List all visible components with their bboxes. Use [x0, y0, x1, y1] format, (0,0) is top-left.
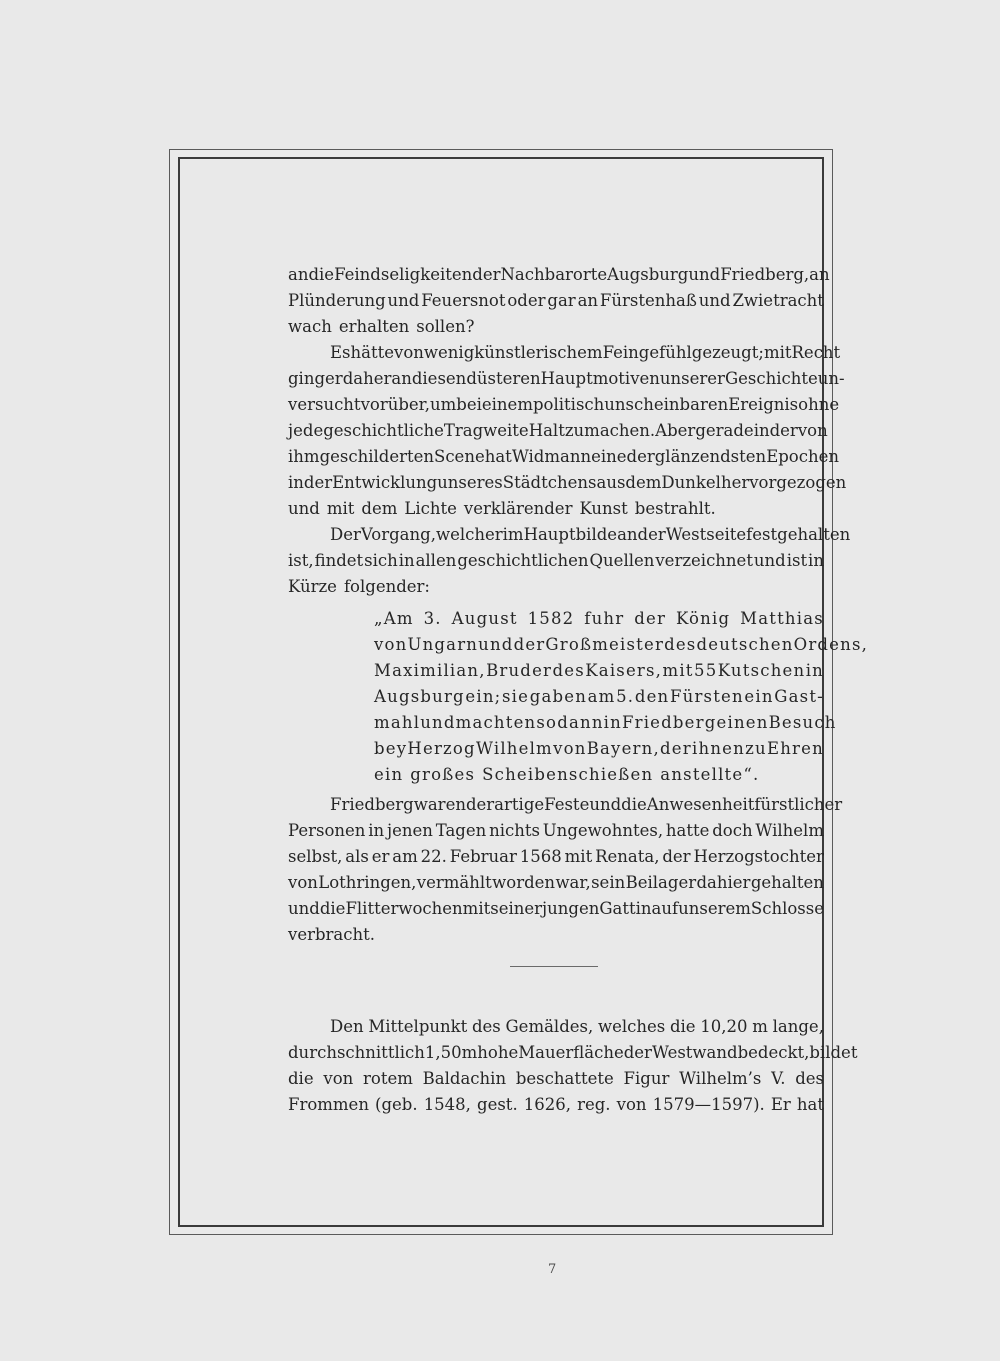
word: sodann	[536, 713, 604, 732]
word: Bruder	[486, 661, 553, 680]
text-line	[288, 896, 824, 922]
word: Dunkel	[661, 473, 721, 492]
word: gezeugt;	[691, 343, 764, 362]
word: die	[288, 1069, 314, 1088]
word: der	[472, 265, 501, 284]
word: Friedberg	[330, 795, 414, 814]
word: als	[345, 847, 369, 866]
word: gehalten	[750, 873, 824, 892]
text-line	[288, 1014, 824, 1040]
word: Kutschen	[717, 661, 806, 680]
word: ohne	[798, 395, 840, 414]
text-line	[288, 1092, 824, 1118]
word: Gemäldes,	[505, 1017, 594, 1036]
word: Scene	[434, 447, 485, 466]
word: jungen	[542, 899, 600, 918]
paragraph-4	[288, 792, 843, 948]
quote-line	[288, 606, 824, 632]
word: Kaisers,	[585, 661, 663, 680]
word: an	[577, 291, 599, 310]
word: den	[634, 687, 670, 706]
word: von	[323, 1069, 354, 1088]
word: aus	[596, 473, 626, 492]
word: anstellte“.	[660, 765, 760, 784]
word: Kürze	[288, 577, 337, 596]
word: Fürsten	[669, 687, 744, 706]
word: von	[797, 421, 828, 440]
word: jede	[288, 421, 324, 440]
word: Ungewohntes,	[542, 821, 664, 840]
word: m	[461, 1043, 478, 1062]
word: Wilhelm	[475, 739, 553, 758]
text-line	[288, 870, 824, 896]
word: von	[374, 635, 408, 654]
word: und	[478, 635, 514, 654]
paragraph-2	[288, 340, 847, 522]
word: Kunst	[579, 499, 628, 518]
word: daher	[342, 369, 392, 388]
word: Friedberg,	[720, 265, 810, 284]
text-line	[288, 844, 824, 870]
word: des	[552, 661, 585, 680]
word: einen	[716, 713, 769, 732]
text-line	[288, 1040, 858, 1066]
word: Westseite	[665, 525, 747, 544]
word: geschichtlichen	[457, 551, 589, 570]
word: Plünderung	[288, 291, 386, 310]
word: bei	[456, 395, 482, 414]
word: deutschen	[696, 635, 794, 654]
word: seiner	[490, 899, 543, 918]
word: der	[637, 525, 666, 544]
word: Wilhelm’s	[679, 1069, 762, 1088]
word: oder	[507, 291, 546, 310]
word: 1,50	[424, 1043, 462, 1062]
word: Februar	[449, 847, 517, 866]
text-line	[288, 522, 851, 548]
text-line	[288, 574, 824, 600]
paragraph-1	[288, 262, 830, 340]
word: Zwietracht	[732, 291, 824, 310]
word: sollen?	[416, 317, 475, 336]
word: der	[626, 447, 655, 466]
word: die	[308, 265, 335, 284]
word: welches	[597, 1017, 666, 1036]
word: von	[553, 739, 587, 758]
word: war,	[555, 873, 591, 892]
word: diesen	[411, 369, 467, 388]
word: in	[603, 713, 622, 732]
word: zu	[564, 421, 585, 440]
word: mit	[462, 899, 491, 918]
word: mahl	[374, 713, 421, 732]
word: gar	[547, 291, 576, 310]
word: ging	[288, 369, 326, 388]
word: Ehren	[766, 739, 824, 758]
word: verbracht.	[288, 925, 376, 944]
word: der	[662, 847, 691, 866]
word: 22.	[420, 847, 447, 866]
word: von	[616, 1095, 647, 1114]
word: m	[752, 1017, 768, 1036]
word: mit	[564, 847, 593, 866]
word: jenen	[387, 821, 433, 840]
word: hätte	[350, 343, 395, 362]
word: Bayern,	[586, 739, 660, 758]
word: die	[319, 899, 346, 918]
section-separator-rule	[510, 966, 598, 967]
word: ist,	[288, 551, 314, 570]
word: dem	[361, 499, 398, 518]
word: findet	[314, 551, 364, 570]
word: beschattete	[515, 1069, 614, 1088]
word: und	[387, 291, 420, 310]
word: in	[368, 821, 385, 840]
word: Figur	[623, 1069, 670, 1088]
word: hatte	[665, 821, 710, 840]
word: waren	[413, 795, 466, 814]
word: wenig	[423, 343, 475, 362]
text-line	[288, 366, 845, 392]
word: Städtchens	[502, 473, 597, 492]
word: Westwand	[651, 1043, 738, 1062]
word: geschichtliche	[323, 421, 444, 440]
word: dem	[625, 473, 662, 492]
word: Gast-	[774, 687, 824, 706]
word: am	[392, 847, 418, 866]
word: düsteren	[466, 369, 541, 388]
word: 1626,	[523, 1095, 572, 1114]
word: ist	[786, 551, 808, 570]
word: Lichte	[404, 499, 457, 518]
word: hat	[484, 447, 512, 466]
paragraph-5	[288, 1014, 858, 1118]
word: von	[288, 873, 318, 892]
word: Feuersnot	[421, 291, 506, 310]
word: Maximilian,	[374, 661, 486, 680]
word: Augsburg	[607, 265, 689, 284]
word: von	[394, 343, 424, 362]
word: großes	[410, 765, 476, 784]
text-line	[288, 1066, 824, 1092]
word: unserem	[678, 899, 751, 918]
text-line	[288, 922, 824, 948]
word: Matthias	[740, 609, 824, 628]
word: und	[288, 499, 320, 518]
word: bildet	[809, 1043, 858, 1062]
word: Aber	[655, 421, 696, 440]
word: unserer	[659, 369, 725, 388]
word: des	[795, 1069, 824, 1088]
word: ein	[374, 765, 404, 784]
word: 10,20	[700, 1017, 748, 1036]
word: gaben	[529, 687, 588, 706]
word: unseres	[437, 473, 503, 492]
word: der	[303, 473, 333, 492]
word: geschilderten	[319, 447, 435, 466]
word: Gattin	[599, 899, 652, 918]
word: doch	[712, 821, 753, 840]
word: ihnen	[692, 739, 745, 758]
word: festgehalten	[746, 525, 851, 544]
word: des	[664, 635, 697, 654]
text-line	[288, 288, 824, 314]
text-line	[288, 496, 824, 522]
quote-line	[288, 684, 824, 710]
word: Es	[330, 343, 351, 362]
word: gerade	[695, 421, 754, 440]
word: Ungarn	[407, 635, 479, 654]
text-line	[288, 470, 847, 496]
word: 1548,	[423, 1095, 471, 1114]
word: Hauptmotiven	[540, 369, 660, 388]
word: ein	[744, 687, 774, 706]
text-line	[288, 818, 824, 844]
word: Quellen	[589, 551, 655, 570]
word: bey	[374, 739, 408, 758]
text-line	[288, 444, 839, 470]
word: der	[769, 421, 798, 440]
word: sie	[502, 687, 530, 706]
word: 5.	[616, 687, 635, 706]
word: Baldachin	[422, 1069, 507, 1088]
word: der	[623, 1043, 652, 1062]
word: am	[587, 687, 616, 706]
block-quote	[288, 606, 869, 788]
word: Der	[330, 525, 361, 544]
word: selbst,	[288, 847, 343, 866]
word: „Am	[374, 609, 414, 628]
word: vermählt	[416, 873, 492, 892]
word: und	[753, 551, 786, 570]
word: Geschichte	[724, 369, 818, 388]
word: der	[513, 635, 546, 654]
word: glänzendsten	[654, 447, 767, 466]
word: versucht	[288, 395, 361, 414]
word: Personen	[288, 821, 366, 840]
quote-line	[288, 658, 824, 684]
text-line	[288, 418, 828, 444]
word: durchschnittlich	[288, 1043, 425, 1062]
word: mit	[326, 499, 355, 518]
word: politisch	[532, 395, 605, 414]
word: Er	[770, 1095, 791, 1114]
paragraph-3	[288, 522, 851, 600]
word: derartige	[465, 795, 545, 814]
word: Recht	[791, 343, 841, 362]
word: lange,	[772, 1017, 824, 1036]
word: Mittelpunkt	[368, 1017, 468, 1036]
word: im	[502, 525, 524, 544]
quote-line	[288, 762, 824, 788]
word: in	[288, 473, 304, 492]
word: wach	[288, 317, 332, 336]
word: Feste	[544, 795, 590, 814]
word: fürstlicher	[754, 795, 843, 814]
word: Feingefühl	[602, 343, 692, 362]
word: V.	[771, 1069, 786, 1088]
word: Beilager	[625, 873, 697, 892]
word: Schlosse	[750, 899, 825, 918]
word: Scheibenschießen	[482, 765, 654, 784]
word: mit	[662, 661, 694, 680]
word: der	[660, 739, 692, 758]
word: mit	[763, 343, 792, 362]
word: gest.	[477, 1095, 518, 1114]
word: sich	[364, 551, 398, 570]
word: 1568	[519, 847, 562, 866]
word: Herzogstochter	[693, 847, 824, 866]
main-text-block	[288, 262, 869, 948]
word: Hauptbilde	[523, 525, 618, 544]
word: auf	[651, 899, 679, 918]
word: und	[589, 795, 622, 814]
word: erhalten	[338, 317, 410, 336]
word: in	[398, 551, 415, 570]
text-line	[288, 262, 830, 288]
word: machten	[455, 713, 537, 732]
word: in	[808, 551, 824, 570]
word: August	[451, 609, 518, 628]
word: er	[325, 369, 343, 388]
word: Vorgang,	[360, 525, 436, 544]
word: sein	[591, 873, 626, 892]
word: Renata,	[595, 847, 660, 866]
word: um	[430, 395, 457, 414]
text-line	[288, 314, 824, 340]
text-line	[288, 548, 824, 574]
word: an	[288, 265, 309, 284]
word: einem	[481, 395, 533, 414]
word: Nachbarorte	[500, 265, 608, 284]
word: unscheinbaren	[604, 395, 729, 414]
word: zu	[745, 739, 767, 758]
word: Großmeister	[545, 635, 665, 654]
word: in	[753, 421, 770, 440]
word: der	[634, 609, 667, 628]
word: Tagen	[435, 821, 487, 840]
word: Ordens,	[793, 635, 869, 654]
word: 55	[694, 661, 718, 680]
word: vorüber,	[360, 395, 430, 414]
word: eine	[591, 447, 627, 466]
word: bedeckt,	[737, 1043, 810, 1062]
word: in	[805, 661, 824, 680]
word: Besuch	[768, 713, 837, 732]
word: künstlerischem	[474, 343, 603, 362]
word: Halt	[528, 421, 565, 440]
text-line	[288, 340, 841, 366]
word: Lothringen,	[318, 873, 417, 892]
word: König	[675, 609, 731, 628]
word: Ereignis	[728, 395, 799, 414]
quote-line	[288, 632, 869, 658]
word: fuhr	[584, 609, 625, 628]
word: Widmann	[511, 447, 592, 466]
word: verzeichnet	[655, 551, 753, 570]
word: rotem	[363, 1069, 413, 1088]
word: nichts	[489, 821, 540, 840]
word: 3.	[423, 609, 442, 628]
word: worden	[492, 873, 556, 892]
word: folgender:	[343, 577, 430, 596]
word: Fürstenhaß	[599, 291, 697, 310]
word: Feindseligkeiten	[334, 265, 473, 284]
word: reg.	[577, 1095, 611, 1114]
word: bestrahlt.	[634, 499, 716, 518]
word: welcher	[435, 525, 503, 544]
word: allen	[415, 551, 457, 570]
word: hohe	[477, 1043, 519, 1062]
word: Herzog	[407, 739, 476, 758]
word: Flitterwochen	[345, 899, 463, 918]
word: an	[809, 265, 830, 284]
word: Augsburg	[374, 687, 465, 706]
quote-line	[288, 736, 824, 762]
page-number: 7	[548, 1262, 557, 1277]
word: des	[471, 1017, 501, 1036]
word: (geb.	[375, 1095, 418, 1114]
word: und	[688, 265, 721, 284]
word: ein;	[465, 687, 502, 706]
word: un-	[817, 369, 845, 388]
word: Anwesenheit	[646, 795, 755, 814]
word: ihm	[288, 447, 320, 466]
word: an	[391, 369, 412, 388]
word: 1579—1597).	[652, 1095, 765, 1114]
word: die	[669, 1017, 696, 1036]
word: die	[621, 795, 647, 814]
quote-line	[288, 710, 837, 736]
word: und	[288, 899, 320, 918]
word: und	[698, 291, 731, 310]
word: Tragweite	[443, 421, 529, 440]
word: machen.	[584, 421, 656, 440]
word: Frommen	[288, 1095, 369, 1114]
word: 1582	[527, 609, 575, 628]
word: an	[617, 525, 638, 544]
word: Entwicklung	[332, 473, 438, 492]
word: verklärender	[463, 499, 573, 518]
word: Wilhelm	[755, 821, 824, 840]
text-line	[288, 792, 843, 818]
word: Den	[330, 1017, 364, 1036]
word: er	[371, 847, 390, 866]
word: hat	[796, 1095, 824, 1114]
word: und	[420, 713, 456, 732]
word: Mauerfläche	[518, 1043, 624, 1062]
word: hervorgezogen	[720, 473, 847, 492]
word: dahier	[696, 873, 751, 892]
text-line	[288, 392, 840, 418]
word: Friedberg	[621, 713, 717, 732]
word: Epochen	[766, 447, 839, 466]
